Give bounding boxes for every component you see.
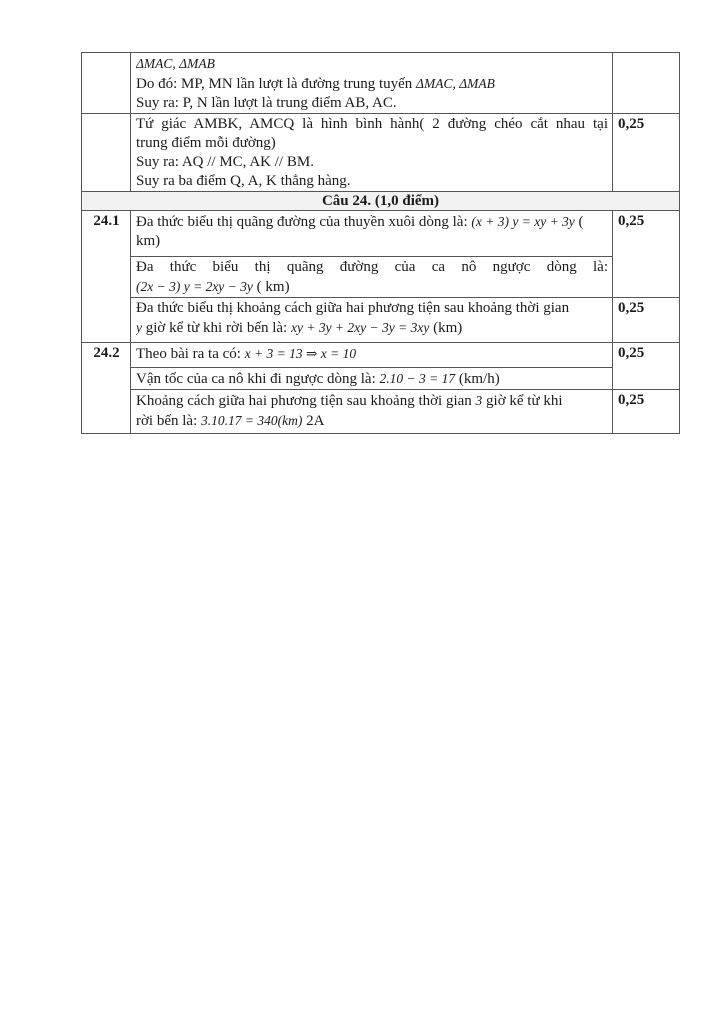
answer-line: [136, 318, 608, 338]
answer-line: [136, 172, 608, 191]
table-row: [82, 343, 680, 368]
text-run: 2A: [302, 413, 325, 429]
text-run: Tứ giác AMBK, AMCQ là hình bình hành( 2 đường chéo cắt nhau tại: [136, 116, 608, 132]
table-row: [82, 53, 680, 114]
answer-line: [136, 277, 608, 297]
answer-key-table: [81, 52, 680, 434]
text-run: Đa thức biểu thị quãng đường của ca nô ngược dòng là:: [136, 259, 608, 275]
answer-line: [136, 299, 608, 318]
answer-content-cell: [131, 211, 613, 257]
table-row: [82, 368, 680, 390]
text-run: Do đó: MP, MN lần lượt là đường trung tuyến: [136, 76, 417, 92]
math-run: ΔMAC, ΔMAB: [136, 56, 215, 71]
answer-line: [136, 232, 608, 251]
table-row: [82, 114, 680, 192]
question-number-cell: [82, 114, 131, 192]
text-run: (: [574, 214, 584, 230]
points-cell: 0,25: [613, 114, 680, 192]
text-run: Đa thức biểu thị quãng đường của thuyền xuôi dòng là:: [136, 214, 472, 230]
answer-content-cell: [131, 343, 613, 368]
text-run: Khoảng cách giữa hai phương tiện sau khoảng thời gian: [136, 393, 476, 409]
answer-line: [136, 153, 608, 172]
math-run: xy + 3y + 2xy − 3y = 3xy: [290, 320, 430, 335]
answer-line: [136, 54, 608, 74]
text-run: Suy ra: AQ // MC, AK // BM.: [136, 154, 314, 170]
answer-line: [136, 391, 608, 411]
answer-content-cell: [131, 390, 613, 434]
text-run: giờ kể từ khi rời bến là:: [142, 320, 291, 336]
points-cell: 0,25: [613, 390, 680, 434]
math-run: 2.10 − 3 = 17: [379, 371, 456, 386]
text-run: (km/h): [455, 371, 500, 387]
question-header-row: [82, 192, 680, 211]
answer-content-cell: [131, 257, 613, 298]
text-run: km): [136, 233, 161, 249]
points-cell: [613, 53, 680, 114]
text-run: trung điểm mỗi đường): [136, 135, 276, 151]
answer-line: [136, 369, 608, 389]
text-run: Vận tốc của ca nô khi đi ngược dòng là:: [136, 371, 380, 387]
table-row: [82, 390, 680, 434]
question-number-cell: 24.1: [82, 211, 131, 343]
question-number-cell: 24.2: [82, 343, 131, 434]
text-run: Suy ra ba điểm Q, A, K thẳng hàng.: [136, 173, 351, 189]
points-cell: 0,25: [613, 343, 680, 390]
answer-line: [136, 212, 608, 232]
math-run: x + 3 = 13 ⇒ x = 10: [244, 346, 357, 361]
table-row: [82, 298, 680, 343]
answer-line: [136, 134, 608, 153]
text-run: Suy ra: P, N lần lượt là trung điểm AB, AC.: [136, 95, 397, 111]
math-run: y: [136, 320, 142, 335]
answer-content-cell: [131, 298, 613, 343]
text-run: (km): [429, 320, 463, 336]
points-cell: 0,25: [613, 211, 680, 298]
answer-line: [136, 74, 608, 94]
math-run: 3.10.17 = 340(km): [201, 413, 303, 428]
points-cell: 0,25: [613, 298, 680, 343]
answer-content-cell: [131, 368, 613, 390]
question-header-label: Câu 24. (1,0 điểm): [82, 192, 680, 211]
table-row: [82, 211, 680, 257]
text-run: Theo bài ra ta có:: [136, 346, 245, 362]
math-run: (2x − 3) y = 2xy − 3y: [136, 279, 253, 294]
answer-content-cell: [131, 53, 613, 114]
text-run: giờ kể từ khi: [482, 393, 563, 409]
answer-content-cell: [131, 114, 613, 192]
text-run: Đa thức biểu thị khoảng cách giữa hai phương tiện sau khoảng thời gian: [136, 300, 570, 316]
math-run: 3: [475, 393, 483, 408]
question-number-cell: [82, 53, 131, 114]
answer-line: [136, 344, 608, 364]
text-run: ( km): [252, 279, 290, 295]
answer-line: [136, 94, 608, 113]
text-run: rời bến là:: [136, 413, 201, 429]
answer-line: [136, 411, 608, 431]
table-row: [82, 257, 680, 298]
answer-line: [136, 115, 608, 134]
math-run: (x + 3) y = xy + 3y: [471, 214, 575, 229]
answer-line: [136, 258, 608, 277]
math-run: ΔMAC, ΔMAB: [416, 76, 495, 91]
